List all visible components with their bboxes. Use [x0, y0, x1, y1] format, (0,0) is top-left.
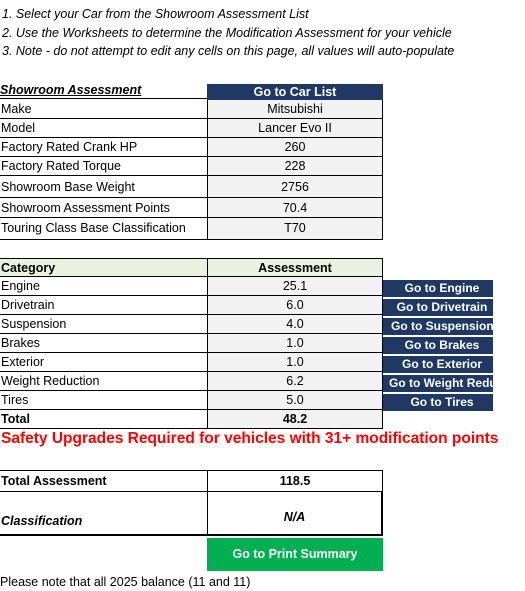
exterior-label: Exterior — [0, 353, 207, 372]
go-to-car-list-button[interactable]: Go to Car List — [207, 84, 383, 100]
safety-warning: Safety Upgrades Required for vehicles with 31+ modification points — [1, 430, 499, 447]
assessment-points-label: Showroom Assessment Points — [0, 198, 207, 218]
base-classification-label: Touring Class Base Classification — [0, 218, 207, 240]
brakes-value: 1.0 — [207, 334, 383, 353]
base-weight-value: 2756 — [207, 176, 383, 198]
go-to-exterior-button[interactable]: Go to Exterior — [383, 356, 493, 373]
make-value: Mitsubishi — [207, 100, 383, 119]
suspension-value: 4.0 — [207, 315, 383, 334]
go-to-drivetrain-button[interactable]: Go to Drivetrain — [383, 299, 493, 316]
instruction-line-3: 3. Note - do not attempt to edit any cells on this page, all values will auto-populate — [2, 44, 455, 58]
go-to-weight-reduction-button[interactable]: Go to Weight Reduction — [383, 375, 493, 392]
base-weight-label: Showroom Base Weight — [0, 176, 207, 198]
tires-value: 5.0 — [207, 391, 383, 410]
model-label: Model — [0, 119, 207, 138]
drivetrain-label: Drivetrain — [0, 296, 207, 315]
total-assessment-label: Total Assessment — [0, 470, 207, 492]
drivetrain-value: 6.0 — [207, 296, 383, 315]
total-label: Total — [0, 410, 207, 429]
assessment-header: Assessment — [207, 258, 383, 277]
go-to-suspension-button[interactable]: Go to Suspension — [383, 318, 493, 335]
go-to-brakes-button[interactable]: Go to Brakes — [383, 337, 493, 354]
instruction-line-1: 1. Select your Car from the Showroom Assessment List — [2, 7, 309, 21]
classification-label: Classification — [0, 492, 207, 536]
crank-hp-value: 260 — [207, 138, 383, 157]
torque-value: 228 — [207, 157, 383, 176]
classification-value: N/A — [207, 492, 383, 536]
showroom-assessment-title: Showroom Assessment — [0, 81, 207, 99]
base-classification-value: T70 — [207, 218, 383, 240]
total-assessment-value: 118.5 — [207, 470, 383, 492]
instruction-line-2: 2. Use the Worksheets to determine the Modification Assessment for your vehicle — [2, 26, 452, 40]
weight-reduction-label: Weight Reduction — [0, 372, 207, 391]
category-header: Category — [0, 258, 207, 277]
go-to-tires-button[interactable]: Go to Tires — [383, 394, 493, 411]
go-to-engine-button[interactable]: Go to Engine — [383, 280, 493, 297]
make-label: Make — [0, 100, 207, 119]
assessment-points-value: 70.4 — [207, 198, 383, 218]
exterior-value: 1.0 — [207, 353, 383, 372]
suspension-label: Suspension — [0, 315, 207, 334]
tires-label: Tires — [0, 391, 207, 410]
go-to-print-summary-button[interactable]: Go to Print Summary — [207, 538, 383, 571]
footer-note: Please note that all 2025 balance (11 and 11) — [0, 575, 251, 589]
engine-value: 25.1 — [207, 277, 383, 296]
total-value: 48.2 — [207, 410, 383, 429]
engine-label: Engine — [0, 277, 207, 296]
weight-reduction-value: 6.2 — [207, 372, 383, 391]
brakes-label: Brakes — [0, 334, 207, 353]
torque-label: Factory Rated Torque — [0, 157, 207, 176]
model-value: Lancer Evo II — [207, 119, 383, 138]
crank-hp-label: Factory Rated Crank HP — [0, 138, 207, 157]
